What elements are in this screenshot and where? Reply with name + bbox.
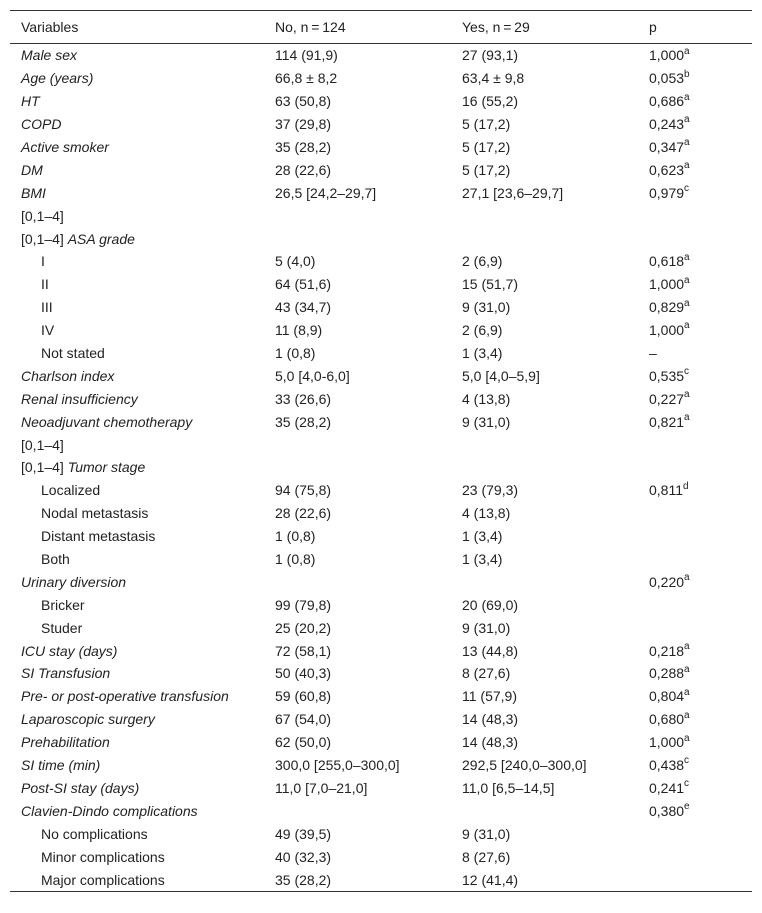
cell-p — [638, 822, 752, 845]
cell-p — [638, 731, 752, 754]
cell-variable — [10, 754, 264, 777]
table-row — [10, 548, 752, 571]
table-row — [10, 502, 752, 525]
cell-p — [638, 868, 752, 891]
p-value: 0,829 — [649, 299, 685, 316]
cell-yes: 63,4 ± 9,8 — [462, 70, 525, 87]
p-value: 0,811 — [649, 482, 683, 499]
row-label: II — [41, 276, 49, 293]
p-footnote-marker: a — [684, 572, 690, 584]
row-label: Post-SI stay (days) — [21, 779, 140, 796]
cell-yes: 9 (31,0) — [462, 299, 511, 316]
p-footnote-marker: a — [684, 389, 690, 401]
row-label: ASA grade — [67, 230, 135, 247]
cell-yes — [451, 456, 638, 479]
cell-no — [264, 799, 451, 822]
p-value: 0,288 — [649, 665, 685, 682]
p-footnote-marker: a — [684, 663, 690, 675]
cell-p — [638, 708, 752, 731]
table-row — [10, 525, 752, 548]
cell-variable — [10, 502, 264, 525]
cell-no: 11,0 [7,0–21,0] — [275, 779, 368, 796]
row-label: Male sex — [21, 47, 78, 64]
cell-no: 35 (28,2) — [275, 139, 332, 155]
row-label: HT — [21, 93, 40, 110]
cell-variable — [10, 708, 264, 731]
cell-p — [638, 204, 752, 227]
p-footnote-marker: a — [684, 274, 690, 286]
table-row — [10, 319, 752, 342]
p-value: 1,000 — [649, 276, 685, 293]
p-footnote-marker: a — [684, 91, 690, 103]
row-label: Neoadjuvant chemotherapy — [21, 413, 193, 430]
cell-yes: 5 (17,2) — [462, 116, 511, 133]
cell-variable — [10, 525, 264, 548]
table-header — [10, 11, 752, 44]
p-value: 0,821 — [649, 413, 685, 430]
cell-yes: 11,0 [6,5–14,5] — [462, 779, 555, 796]
cell-p — [638, 799, 752, 822]
cell-no — [264, 433, 451, 456]
cell-no: 114 (91,9) — [275, 47, 338, 64]
cell-yes: 27,1 [23,6–29,7] — [462, 184, 564, 201]
header-row — [10, 11, 752, 44]
row-label: COPD — [21, 116, 62, 133]
cell-variable — [10, 845, 264, 868]
header-variables: Variables — [10, 11, 264, 44]
p-footnote-marker: a — [684, 320, 690, 332]
p-footnote-marker: a — [684, 297, 690, 309]
cell-yes: 8 (27,6) — [462, 848, 511, 865]
cell-p — [638, 181, 752, 204]
table-row — [10, 296, 752, 319]
cell-no: 1 (0,8) — [275, 528, 316, 545]
cell-yes: 5 (17,2) — [462, 139, 511, 155]
cell-yes — [451, 570, 638, 593]
row-prefix: [0,1–4] — [21, 436, 64, 453]
table-row — [10, 433, 752, 456]
p-footnote-marker: a — [684, 251, 690, 263]
p-footnote-marker: a — [684, 45, 690, 57]
p-footnote-marker: d — [683, 480, 689, 492]
table-row — [10, 708, 752, 731]
table-row — [10, 479, 752, 502]
cell-p — [638, 410, 752, 433]
cell-no: 72 (58,1) — [275, 642, 332, 659]
row-label: Distant metastasis — [41, 528, 156, 545]
table-row — [10, 342, 752, 365]
cell-p — [638, 593, 752, 616]
row-label: I — [41, 253, 45, 270]
row-label: SI Transfusion — [21, 665, 111, 682]
cell-variable — [10, 296, 264, 319]
table-row — [10, 364, 752, 387]
cell-no: 1 (0,8) — [275, 551, 316, 568]
cell-p — [638, 296, 752, 319]
data-table — [10, 10, 752, 892]
cell-p — [638, 570, 752, 593]
table-row — [10, 845, 752, 868]
cell-variable — [10, 777, 264, 800]
table-row — [10, 639, 752, 662]
cell-p — [638, 342, 752, 365]
table-row — [10, 822, 752, 845]
cell-variable — [10, 479, 264, 502]
p-footnote-marker: a — [684, 686, 690, 698]
cell-no: 35 (28,2) — [264, 868, 451, 891]
cell-no: 67 (54,0) — [275, 711, 332, 728]
cell-variable — [10, 204, 264, 227]
header-no: No, n = 124 — [264, 11, 451, 44]
cell-yes: 1 (3,4) — [462, 551, 503, 568]
table-row — [10, 387, 752, 410]
cell-p — [638, 250, 752, 273]
cell-variable — [10, 136, 264, 159]
row-label: Urinary diversion — [21, 573, 127, 590]
cell-variable — [10, 456, 264, 479]
cell-yes: 1 (3,4) — [462, 528, 503, 545]
table-row — [10, 227, 752, 250]
table-row — [10, 456, 752, 479]
cell-variable — [10, 868, 264, 891]
cell-no: 59 (60,8) — [275, 688, 332, 705]
cell-yes: 292,5 [240,0–300,0] — [462, 757, 587, 774]
p-value: 0,243 — [649, 116, 685, 133]
cell-variable — [10, 44, 264, 67]
cell-p — [638, 777, 752, 800]
cell-p — [638, 273, 752, 296]
row-label: BMI — [21, 184, 46, 201]
cell-p — [638, 754, 752, 777]
cell-yes — [451, 433, 638, 456]
table-row — [10, 799, 752, 822]
cell-yes: 2 (6,9) — [462, 322, 503, 339]
cell-p — [638, 227, 752, 250]
row-label: Renal insufficiency — [21, 390, 138, 407]
cell-p — [638, 685, 752, 708]
row-label: No complications — [41, 825, 148, 842]
cell-yes — [451, 799, 638, 822]
table-row — [10, 685, 752, 708]
cell-variable — [10, 387, 264, 410]
table-body — [10, 44, 752, 892]
row-label: Bricker — [41, 596, 85, 613]
p-value: 0,218 — [649, 642, 685, 659]
row-label: Localized — [41, 482, 101, 499]
cell-no: 63 (50,8) — [275, 93, 332, 110]
cell-yes: 9 (31,0) — [462, 619, 511, 636]
row-label: Age (years) — [21, 70, 94, 87]
row-label: Charlson index — [21, 367, 115, 384]
cell-p — [638, 90, 752, 113]
cell-p — [638, 387, 752, 410]
cell-variable — [10, 616, 264, 639]
p-value: 0,623 — [649, 161, 685, 178]
cell-yes: 16 (55,2) — [462, 93, 519, 110]
cell-p — [638, 136, 752, 159]
row-label: Not stated — [41, 345, 105, 362]
row-prefix: [0,1–4] — [21, 459, 68, 476]
p-footnote-marker: a — [684, 160, 690, 172]
row-label: Studer — [41, 619, 83, 636]
cell-yes: 4 (13,8) — [462, 390, 511, 407]
row-label: Active smoker — [21, 139, 109, 155]
cell-variable — [10, 662, 264, 685]
cell-variable — [10, 433, 264, 456]
cell-variable — [10, 227, 264, 250]
cell-no: 5 (4,0) — [275, 253, 316, 270]
cell-yes: 13 (44,8) — [462, 642, 519, 659]
cell-p — [638, 639, 752, 662]
p-footnote-marker: c — [684, 183, 690, 195]
cell-yes: 5,0 [4,0–5,9] — [462, 367, 540, 384]
table-row — [10, 204, 752, 227]
cell-no: 43 (34,7) — [275, 299, 332, 316]
p-value: 0,380 — [649, 802, 685, 819]
cell-yes: 2 (6,9) — [462, 253, 503, 270]
cell-yes: 15 (51,7) — [462, 276, 519, 293]
cell-yes: 12 (41,4) — [451, 868, 638, 891]
cell-no: 62 (50,0) — [275, 734, 332, 751]
cell-p — [638, 662, 752, 685]
cell-yes: 9 (31,0) — [462, 413, 511, 430]
table-container — [10, 10, 752, 892]
cell-yes: 11 (57,9) — [462, 688, 517, 705]
cell-p — [638, 845, 752, 868]
p-footnote-marker: a — [684, 137, 690, 149]
cell-no: 26,5 [24,2–29,7] — [275, 184, 377, 201]
cell-variable — [10, 548, 264, 571]
p-footnote-marker: c — [684, 778, 690, 790]
cell-p — [638, 502, 752, 525]
cell-variable — [10, 364, 264, 387]
p-footnote-marker: c — [684, 755, 690, 767]
cell-yes: 27 (93,1) — [462, 47, 519, 64]
cell-yes: 4 (13,8) — [462, 505, 511, 522]
p-value: 1,000 — [649, 47, 685, 64]
row-label: Major complications — [41, 871, 165, 888]
table-row — [10, 90, 752, 113]
row-label: DM — [21, 161, 43, 178]
cell-no — [264, 456, 451, 479]
table-row — [10, 570, 752, 593]
cell-no: 25 (20,2) — [275, 619, 332, 636]
p-footnote-marker: c — [684, 366, 690, 378]
header-yes: Yes, n = 29 — [451, 11, 638, 44]
row-label: Nodal metastasis — [41, 505, 149, 522]
p-value: 0,686 — [649, 93, 685, 110]
p-footnote-marker: a — [684, 709, 690, 721]
cell-variable — [10, 593, 264, 616]
cell-no: 99 (79,8) — [275, 596, 332, 613]
p-footnote-marker: b — [684, 68, 690, 80]
table-row — [10, 868, 752, 891]
cell-p — [638, 456, 752, 479]
cell-no: 64 (51,6) — [275, 276, 332, 293]
p-footnote-marker: a — [684, 412, 690, 424]
cell-variable — [10, 181, 264, 204]
cell-variable — [10, 639, 264, 662]
table-row — [10, 754, 752, 777]
cell-no: 1 (0,8) — [275, 345, 316, 362]
cell-variable — [10, 273, 264, 296]
cell-variable — [10, 822, 264, 845]
table-row — [10, 777, 752, 800]
table-row — [10, 662, 752, 685]
row-label: IV — [41, 322, 55, 339]
cell-variable — [10, 319, 264, 342]
cell-no: 37 (29,8) — [275, 116, 332, 133]
row-label: Tumor stage — [67, 459, 146, 476]
row-label: Laparoscopic surgery — [21, 711, 155, 728]
cell-no: 33 (26,6) — [275, 390, 332, 407]
table-row — [10, 113, 752, 136]
cell-p — [638, 616, 752, 639]
p-footnote-marker: a — [684, 640, 690, 652]
cell-no: 50 (40,3) — [275, 665, 332, 682]
cell-variable — [10, 90, 264, 113]
cell-p — [638, 364, 752, 387]
cell-no: 300,0 [255,0–300,0] — [275, 757, 400, 774]
cell-variable — [10, 799, 264, 822]
row-prefix: [0,1–4] — [21, 207, 64, 224]
row-prefix: [0,1–4] — [21, 230, 68, 247]
cell-no: 5,0 [4,0-6,0] — [275, 367, 350, 384]
p-value: 0,618 — [649, 253, 685, 270]
table-row — [10, 616, 752, 639]
p-value: 1,000 — [649, 734, 685, 751]
cell-variable — [10, 342, 264, 365]
cell-variable — [10, 570, 264, 593]
cell-no: 66,8 ± 8,2 — [275, 70, 338, 87]
header-p: p — [638, 11, 752, 44]
p-value: 0,241 — [649, 779, 685, 796]
table-row — [10, 410, 752, 433]
cell-yes — [451, 227, 638, 250]
p-value: – — [649, 345, 657, 362]
table-row — [10, 250, 752, 273]
cell-variable — [10, 67, 264, 90]
cell-yes: 8 (27,6) — [462, 665, 511, 682]
table-row — [10, 273, 752, 296]
cell-variable — [10, 250, 264, 273]
cell-no: 35 (28,2) — [275, 413, 332, 430]
cell-p — [638, 158, 752, 181]
cell-yes: 5 (17,2) — [462, 161, 511, 178]
cell-variable — [10, 731, 264, 754]
p-value: 0,979 — [649, 184, 685, 201]
table-row — [10, 158, 752, 181]
row-label: Prehabilitation — [21, 734, 110, 751]
cell-variable — [10, 685, 264, 708]
cell-yes: 9 (31,0) — [462, 825, 511, 842]
table-row — [10, 67, 752, 90]
cell-p — [638, 67, 752, 90]
row-label: SI time (min) — [21, 757, 101, 774]
cell-no — [264, 204, 451, 227]
row-label: Minor complications — [41, 848, 165, 865]
cell-no — [264, 227, 451, 250]
row-label: Both — [41, 551, 70, 568]
cell-no: 11 (8,9) — [275, 322, 323, 339]
table-row — [10, 44, 752, 67]
cell-no: 40 (32,3) — [275, 848, 332, 865]
cell-yes: 1 (3,4) — [462, 345, 503, 362]
table-row — [10, 731, 752, 754]
cell-p — [638, 319, 752, 342]
cell-p — [638, 433, 752, 456]
p-footnote-marker: e — [684, 801, 690, 813]
cell-variable — [10, 158, 264, 181]
cell-yes: 23 (79,3) — [462, 482, 519, 499]
cell-no: 49 (39,5) — [275, 825, 332, 842]
cell-no — [264, 570, 451, 593]
row-label: ICU stay (days) — [21, 642, 118, 659]
p-footnote-marker: a — [684, 114, 690, 126]
cell-no: 28 (22,6) — [275, 505, 332, 522]
p-value: 0,053 — [649, 70, 685, 87]
cell-yes: 20 (69,0) — [462, 596, 519, 613]
cell-variable — [10, 113, 264, 136]
p-value: 1,000 — [649, 322, 685, 339]
p-value: 0,438 — [649, 757, 685, 774]
row-label: III — [41, 299, 53, 316]
cell-p — [638, 525, 752, 548]
p-value: 0,680 — [649, 711, 685, 728]
p-value: 0,227 — [649, 390, 685, 407]
table-row — [10, 593, 752, 616]
cell-no: 94 (75,8) — [275, 482, 332, 499]
cell-no: 28 (22,6) — [275, 161, 332, 178]
row-label: Pre- or post-operative transfusion — [21, 688, 229, 705]
p-footnote-marker: a — [684, 732, 690, 744]
row-label: Clavien-Dindo complications — [21, 802, 198, 819]
cell-p — [638, 479, 752, 502]
p-value: 0,804 — [649, 688, 685, 705]
cell-variable — [10, 410, 264, 433]
p-value: 0,535 — [649, 367, 685, 384]
cell-yes: 14 (48,3) — [462, 734, 519, 751]
p-value: 0,347 — [649, 139, 685, 155]
table-row — [10, 136, 752, 159]
cell-yes — [451, 204, 638, 227]
cell-p — [638, 548, 752, 571]
table-row — [10, 181, 752, 204]
cell-yes: 14 (48,3) — [462, 711, 519, 728]
p-value: 0,220 — [649, 573, 685, 590]
cell-p — [638, 44, 752, 67]
cell-p — [638, 113, 752, 136]
